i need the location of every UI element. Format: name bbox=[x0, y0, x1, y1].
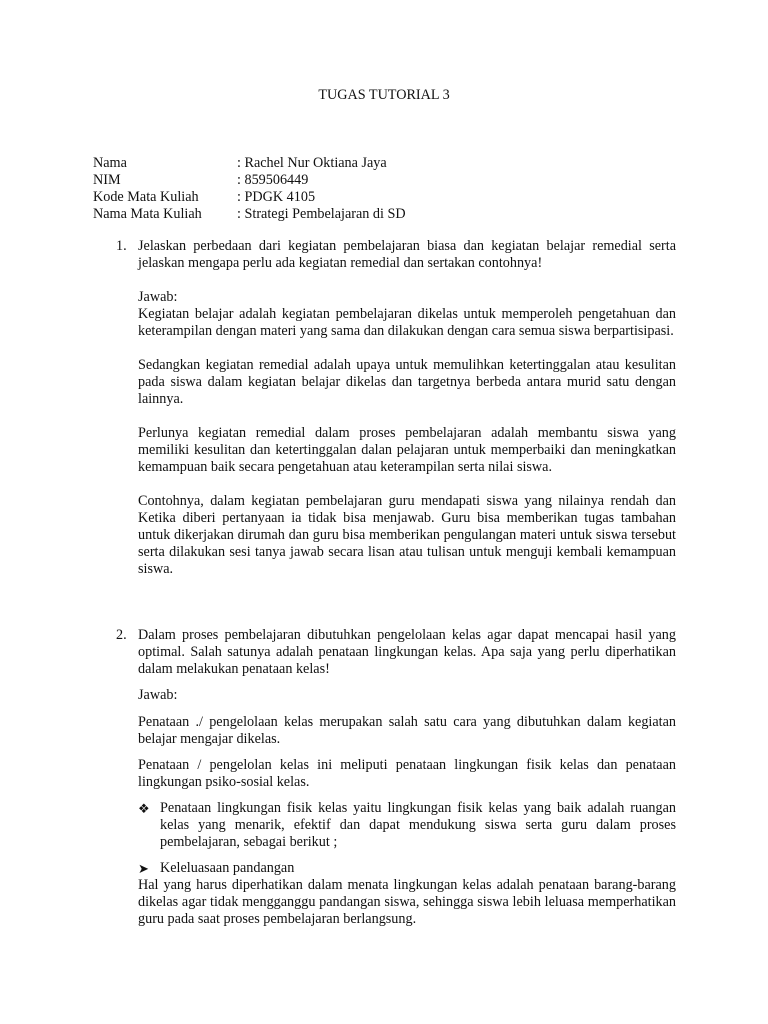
info-label: Kode Mata Kuliah bbox=[93, 189, 199, 205]
info-value: : Rachel Nur Oktiana Jaya bbox=[237, 155, 387, 171]
question-text: Dalam proses pembelajaran dibutuhkan pengelolaan kelas agar dapat mencapai hasil yang optimal. Salah satunya adalah penataan lingkungan kelas. Apa saja yang perlu diperhatikan dalam melakukan penataan kelas! bbox=[138, 627, 676, 677]
sub-bullet-text: Hal yang harus diperhatikan dalam menata lingkungan kelas adalah penataan barang-barang dikelas agar tidak mengganggu pandangan siswa, sehingga siswa lebih leluasa memperhatikan guru pada saat proses pembelajaran berlangsung. bbox=[138, 877, 676, 927]
sub-bullet-title: Keleluasaan pandangan bbox=[160, 860, 295, 876]
answer-paragraph: Sedangkan kegiatan remedial adalah upaya untuk memulihkan ketertinggalan atau kesulitan pada siswa dalam kegiatan belajar dikelas dan targetnya berbeda antara murid satu dengan lainnya. bbox=[138, 357, 676, 407]
info-row-kode-mata-kuliah bbox=[93, 189, 406, 206]
question-body bbox=[138, 627, 676, 928]
info-row-nama bbox=[93, 155, 406, 172]
answer-label: Jawab: bbox=[138, 687, 178, 703]
info-value: : 859506449 bbox=[237, 172, 309, 188]
info-label: Nama Mata Kuliah bbox=[93, 206, 202, 222]
question-text: Jelaskan perbedaan dari kegiatan pembelajaran biasa dan kegiatan belajar remedial serta jelaskan mengapa perlu ada kegiatan remedial dan sertakan contohnya! bbox=[138, 238, 676, 271]
bullet-item bbox=[138, 800, 676, 851]
arrowhead-bullet-icon: ➤ bbox=[138, 861, 149, 876]
info-label: Nama bbox=[93, 155, 127, 171]
answer-paragraph: Penataan / pengelolan kelas ini meliputi penataan lingkungan fisik kelas dan penataan lingkungan psiko-sosial kelas. bbox=[138, 757, 676, 790]
question-number: 2. bbox=[116, 627, 127, 643]
page-title: TUGAS TUTORIAL 3 bbox=[318, 87, 450, 103]
answer-paragraph: Contohnya, dalam kegiatan pembelajaran guru mendapati siswa yang nilainya rendah dan Ketika diberi pertanyaan ia tidak bisa menjawab. Guru bisa memberikan tugas tambahan untuk dikerjakan dirumah dan guru bisa memberikan pengulangan materi untuk siswa tersebut serta dilakukan sesi tanya jawab secara lisan atau tulisan untuk menguji kembali kemampuan siswa. bbox=[138, 493, 676, 577]
answer-paragraph: Penataan ./ pengelolaan kelas merupakan salah satu cara yang dibutuhkan dalam kegiatan belajar mengajar dikelas. bbox=[138, 714, 676, 747]
diamond-bullet-icon: ❖ bbox=[138, 801, 150, 816]
info-label: NIM bbox=[93, 172, 121, 188]
bullet-text: Penataan lingkungan fisik kelas yaitu lingkungan fisik kelas yang baik adalah ruangan kelas yang menarik, efektif dan dapat mendukung siswa serta guru dalam proses pembelajaran, sebagai berikut ; bbox=[160, 800, 676, 850]
answer-label: Jawab: bbox=[138, 289, 178, 305]
question-number: 1. bbox=[116, 238, 127, 254]
answer-paragraph: Kegiatan belajar adalah kegiatan pembelajaran dikelas untuk memperoleh pengetahuan dan keterampilan dengan materi yang sama dan dilakukan dengan cara semua siswa berpartisipasi. bbox=[138, 306, 676, 339]
question-2 bbox=[116, 627, 676, 928]
info-row-nama-mata-kuliah bbox=[93, 206, 406, 223]
student-info bbox=[93, 155, 406, 223]
info-value: : Strategi Pembelajaran di SD bbox=[237, 206, 406, 222]
sub-bullet-item bbox=[138, 860, 676, 877]
answer-paragraph: Perlunya kegiatan remedial dalam proses pembelajaran adalah membantu siswa yang memiliki kesulitan dan ketertinggalan dalan pelajaran untuk memperbaiki dan meningkatkan kemampuan baik secara pengetahuan atau keterampilan serta nilai siswa. bbox=[138, 425, 676, 475]
question-body bbox=[138, 238, 676, 578]
info-value: : PDGK 4105 bbox=[237, 189, 316, 205]
info-row-nim bbox=[93, 172, 406, 189]
question-1 bbox=[116, 238, 676, 578]
